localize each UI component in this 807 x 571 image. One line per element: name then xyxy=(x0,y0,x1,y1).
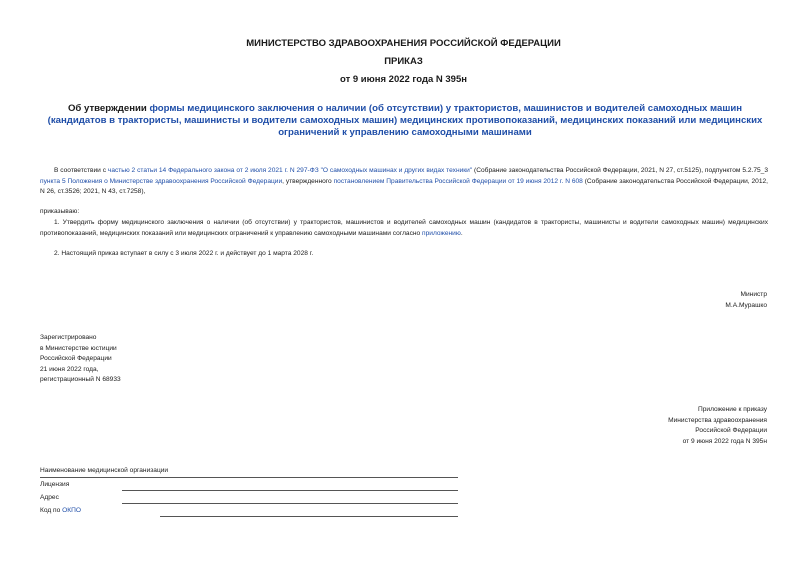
registration-block xyxy=(40,333,121,386)
document-type: ПРИКАЗ xyxy=(384,56,423,67)
license-label: Лицензия xyxy=(40,481,70,488)
signature-block xyxy=(725,290,767,311)
signatory-name: М.А.Мурашко xyxy=(725,301,767,309)
address-line xyxy=(122,503,458,504)
item1-text: 1. Утвердить форму медицинского заключения о наличии (об отсутствии) у трактористов, машинистов и водителей самоходных машин (кандидатов в трактористы, машинисты и водители самоходных машин) медицинских противопоказаний, медицинских показаний или медицинских ограничений к управлению самоходными машинами согласно xyxy=(40,219,768,237)
title-form-link[interactable]: формы медицинского заключения о наличии (об отсутствии) у трактористов, машинистов и водителей самоходных машин (кандидатов в трактористы, машинисты и водители самоходных машин) медицинских противопоказаний, медицинских показаний или медицинских ограничений к управлению самоходными машинами xyxy=(47,103,763,138)
ministry-heading: МИНИСТЕРСТВО ЗДРАВООХРАНЕНИЯ РОССИЙСКОЙ ФЕДЕРАЦИИ xyxy=(246,38,561,49)
preamble-text-2: (Собрание законодательства Российской Федерации, 2021, N 27, ст.5125), подпунктом 5.2.75_3 xyxy=(472,167,768,174)
federal-law-link[interactable]: частью 2 статьи 14 Федерального закона от 2 июля 2021 г. N 297-ФЗ "О самоходных машинах и других видах техники" xyxy=(107,167,473,174)
preamble-text-1: В соответствии с xyxy=(54,167,108,174)
registration-line: Зарегистрировано xyxy=(40,334,97,341)
government-decree-link[interactable]: постановлением Правительства Российской Федерации от 19 июня 2012 г. N 608 xyxy=(333,177,583,185)
item1-end: . xyxy=(460,229,463,237)
org-name-line xyxy=(40,477,458,478)
registration-line: Российской Федерации xyxy=(40,355,112,362)
okpo-label xyxy=(40,507,81,514)
appendix-line: Министерства здравоохранения xyxy=(668,416,767,424)
okpo-line xyxy=(160,516,458,517)
org-name-label: Наименование медицинской организации xyxy=(40,467,169,474)
preamble-text-3: , утвержденного xyxy=(282,177,334,185)
appendix-line: Российской Федерации xyxy=(695,427,767,434)
order-item-2: 2. Настоящий приказ вступает в силу с 3 июля 2022 г. и действует до 1 марта 2028 г. xyxy=(54,250,314,257)
order-title xyxy=(40,103,770,139)
appendix-line: от 9 июня 2022 года N 395н xyxy=(682,437,767,445)
registration-line: в Министерстве юстиции xyxy=(40,344,117,352)
preamble-paragraph xyxy=(40,166,768,198)
appendix-link[interactable]: приложению xyxy=(422,229,461,237)
title-prefix: Об утверждении xyxy=(67,103,150,114)
preamble-text-4: (Собрание законодательства Российской Федерации, 2012, N 26, ст.3526; 2021, N 43, ст.7258), xyxy=(40,177,768,195)
license-line xyxy=(122,490,458,491)
order-date-number: от 9 июня 2022 года N 395н xyxy=(340,74,467,85)
address-label: Адрес xyxy=(40,494,59,501)
appendix-line: Приложение к приказу xyxy=(697,406,767,413)
signatory-position: Министр xyxy=(740,291,767,298)
registration-line: регистрационный N 68933 xyxy=(40,376,121,383)
order-word: приказываю: xyxy=(40,208,80,215)
ministry-regulation-link[interactable]: пункта 5 Положения о Министерстве здравоохранения Российской Федерации xyxy=(40,177,283,185)
order-item-1 xyxy=(40,218,768,239)
okpo-prefix: Код по xyxy=(40,507,63,514)
registration-line: 21 июня 2022 года, xyxy=(40,365,99,373)
appendix-header xyxy=(668,405,767,447)
okpo-link[interactable]: ОКПО xyxy=(62,507,81,514)
